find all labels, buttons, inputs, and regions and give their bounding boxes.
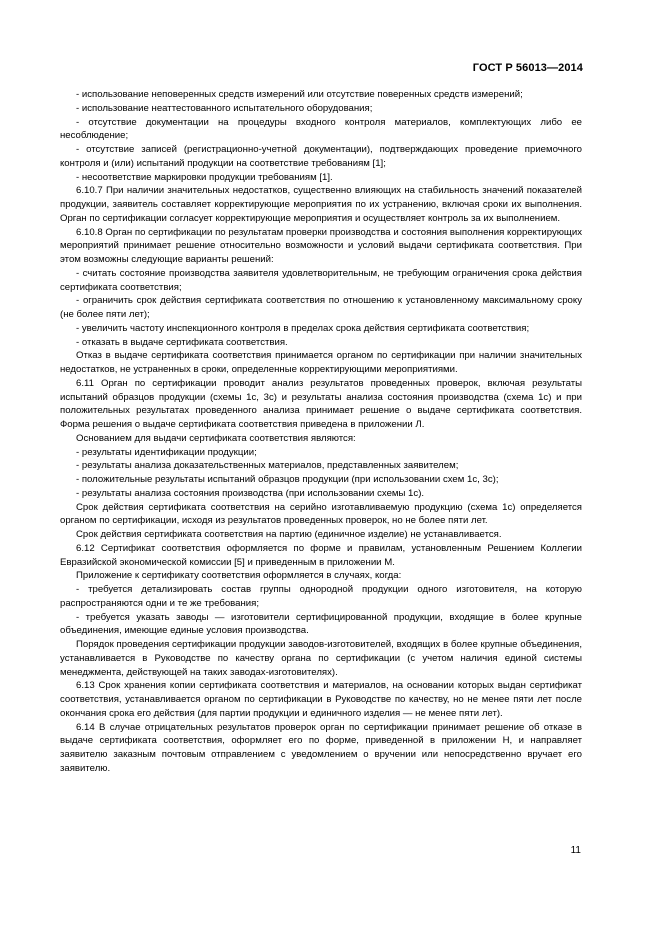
paragraph: - требуется детализировать состав группы однородной продукции одного изготовителя, на которую распространяются одни и те же требования; bbox=[60, 584, 582, 609]
paragraph: - результаты анализа состояния производства (при использовании схемы 1с). bbox=[76, 487, 425, 499]
paragraph: Приложение к сертификату соответствия оформляется в случаях, когда: bbox=[76, 570, 402, 582]
standard-header: ГОСТ Р 56013—2014 bbox=[472, 62, 583, 74]
paragraph: 6.12 Сертификат соответствия оформляется по форме и правилам, установленным Решением Коллегии Евразийской экономической комиссии [5] и приведенным в приложении М. bbox=[60, 542, 582, 568]
paragraph: - результаты анализа доказательственных материалов, представленных заявителем; bbox=[76, 460, 459, 472]
paragraph: 6.10.8 Орган по сертификации по результатам проверки производства и состояния выполнения корректирующих мероприятий принимает решение относительно возможности и условий выдачи сертификата соответствия. При этом возможны следующие варианты решений: bbox=[60, 226, 582, 265]
paragraph: - отказать в выдаче сертификата соответствия. bbox=[76, 336, 288, 348]
paragraph: - положительные результаты испытаний образцов продукции (при использовании схем 1с, 3с); bbox=[76, 474, 499, 485]
paragraph: - увеличить частоту инспекционного контроля в пределах срока действия сертификата соответствия; bbox=[76, 322, 530, 334]
paragraph: - ограничить срок действия сертификата соответствия по отношению к установленному максимальному сроку (не более пяти лет); bbox=[60, 295, 582, 320]
document-body bbox=[60, 88, 582, 776]
paragraph: - использование неаттестованного испытательного оборудования; bbox=[76, 102, 373, 114]
paragraph: Отказ в выдаче сертификата соответствия принимается органом по сертификации при наличии значительных недостатков, не устраненных в сроки, определенные корректирующими мероприятиями. bbox=[60, 350, 582, 375]
paragraph: Срок действия сертификата соответствия на партию (единичное изделие) не устанавливается. bbox=[76, 529, 502, 540]
paragraph: - результаты идентификации продукции; bbox=[76, 446, 257, 458]
paragraph: - несоответствие маркировки продукции требованиям [1]. bbox=[76, 171, 333, 183]
paragraph: Основанием для выдачи сертификата соответствия являются: bbox=[76, 432, 356, 444]
paragraph: 6.13 Срок хранения копии сертификата соответствия и материалов, на основании которых выдан сертификат соответствия, устанавливается органом по сертификации в Руководстве по качеству, но не менее пяти лет после окончания срока его действия (для партии продукции и единичного изделия — не менее пяти лет). bbox=[60, 680, 582, 719]
paragraph: Срок действия сертификата соответствия на серийно изготавливаемую продукцию (схема 1с) определяется органом по сертификации, исходя из результатов проведенных проверок, но не более пяти лет. bbox=[60, 501, 582, 527]
paragraph: - отсутствие записей (регистрационно-учетной документации), подтверждающих проведение приемочного контроля и (или) испытаний продукции на соответствие требованиям [1]; bbox=[60, 144, 582, 169]
paragraph: 6.10.7 При наличии значительных недостатков, существенно влияющих на стабильность значений показателей продукции, заявитель составляет корректирующие мероприятия по их устранению, включая сроки их выполнения. Орган по сертификации согласует корректирующие мероприятия и осуществляет контроль за их выполнением. bbox=[60, 185, 582, 224]
paragraph: - требуется указать заводы — изготовители сертифицированной продукции, входящие в более крупные объединения, имеющие единые условия производства. bbox=[60, 611, 582, 637]
paragraph: Порядок проведения сертификации продукции заводов-изготовителей, входящих в более крупные объединения, устанавливается в Руководстве по качеству органа по сертификации (с учетом наличия единой системы менеджмента, действующей на таких заводах-изготовителях). bbox=[60, 639, 582, 678]
page-number: 11 bbox=[570, 845, 581, 856]
paragraph: - отсутствие документации на процедуры входного контроля материалов, комплектующих либо ее несоблюдение; bbox=[60, 116, 582, 142]
paragraph: 6.14 В случае отрицательных результатов проверок орган по сертификации принимает решение об отказе в выдаче сертификата соответствия, оформляет его по форме, приведенной в приложении Н, и направляет заявителю заказным почтовым отправлением с уведомлением о вручении или непосредственно вручает его заявителю. bbox=[60, 721, 582, 774]
paragraph: 6.11 Орган по сертификации проводит анализ результатов проведенных проверок, включая результаты испытаний образцов продукции (схемы 1с, 3с) и результаты анализа состояния производства (схема 1с) и при положительных результатах проведенного анализа принимает решение о выдаче сертификата соответствия. Форма решения о выдаче сертификата соответствия приведена в приложении Л. bbox=[60, 377, 582, 430]
paragraph: - использование неповеренных средств измерений или отсутствие поверенных средств измерений; bbox=[76, 89, 523, 100]
paragraph: - считать состояние производства заявителя удовлетворительным, не требующим ограничения срока действия сертификата соответствия; bbox=[60, 267, 582, 293]
